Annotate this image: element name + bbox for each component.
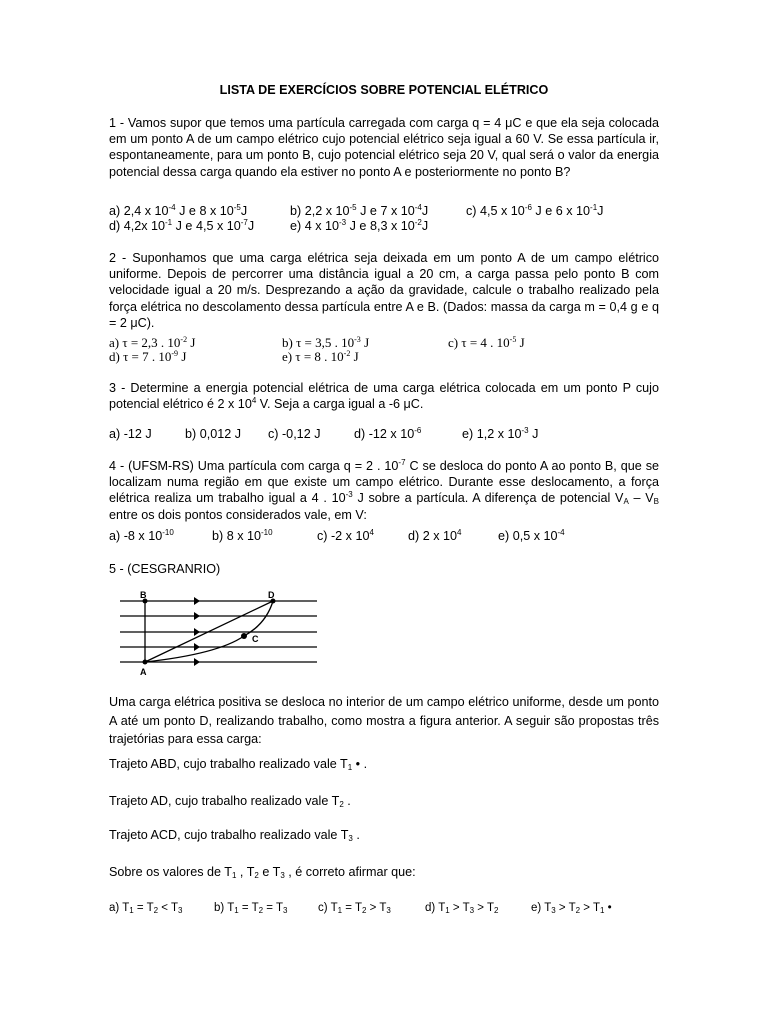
trajectory-ad: Trajeto AD, cujo trabalho realizado vale $T_2$ .	[109, 794, 351, 809]
q1-option-c: c) 4,5 x $10^{-6}$ J e 6 x $10^{-1}J$	[466, 203, 604, 218]
q3-option-a: a) -12 J	[109, 427, 152, 441]
q3-option-c: c) -0,12 J	[268, 427, 321, 441]
q1-option-d: d) 4,2x $10^{-1}$ J e 4,5 x $10^{-7}J$	[109, 218, 255, 233]
trajectory-abd: Trajeto ABD, cujo trabalho realizado vale $T_1$ • .	[109, 757, 368, 772]
q5-option-b: b) $T_1 = T_2 = T_3$	[214, 902, 288, 915]
point-c	[241, 633, 247, 639]
q4-option-a: a) -8 x $10^{-10}$	[109, 528, 174, 543]
trajectory-acd: Trajeto ACD, cujo trabalho realizado vale $T_3$ .	[109, 828, 360, 843]
q2-option-b: b) τ = 3,5 . $10^{-3}$ J	[282, 335, 370, 350]
q2-option-d: d) τ = 7 . $10^{-9}$ J	[109, 349, 187, 364]
label-a: A	[140, 667, 147, 677]
q1-option-b: b) 2,2 x $10^{-5}$ J e 7 x $10^{-4}J$	[290, 203, 429, 218]
q5-option-c: c) $T_1 = T_2 > T_3$	[318, 902, 391, 915]
page-title: LISTA DE EXERCÍCIOS SOBRE POTENCIAL ELÉTRICO	[219, 83, 549, 97]
q3-option-b: b) 0,012 J	[185, 427, 242, 441]
q2-option-c: c) τ = 4 . $10^{-5}$ J	[448, 335, 525, 350]
q5-option-d: d) $T_1 > T_3 > T_2$	[425, 902, 499, 915]
q5-option-a: a) $T_1 = T_2 < T_3$	[109, 902, 183, 915]
q3-option-e: e) 1,2 x $10^{-3}$ J	[462, 426, 539, 441]
field-arrow	[194, 597, 200, 605]
q4-option-c: c) -2 x $10^4$	[317, 528, 374, 543]
question-5-prompt: Sobre os valores de $T_1$ , $T_2$ e $T_3$ , é correto afirmar que:	[109, 865, 416, 880]
point-a	[143, 660, 148, 665]
label-c: C	[252, 634, 259, 644]
label-d: D	[268, 590, 275, 600]
q4-option-e: e) 0,5 x $10^{-4}$	[498, 528, 565, 543]
field-trajectory-figure	[110, 588, 322, 680]
q3-option-d: d) -12 x $10^{-6}$	[354, 426, 422, 441]
field-arrow	[194, 643, 200, 651]
field-arrow	[194, 658, 200, 666]
question-3-text: 3 - Determine a energia potencial elétrica de uma carga elétrica colocada em um ponto P cujo potencial elétrico é 2 x $10^4$ V. Seja a carga igual a -6 μC.	[109, 381, 659, 412]
question-5-text: Uma carga elétrica positiva se desloca no interior de um campo elétrico uniforme, desde um ponto A até um ponto D, realizando trabalho, como mostra a figura anterior. A seguir são propostas três trajetórias para essa carga:	[109, 695, 659, 746]
q1-option-e: e) 4 x $10^{-3}$ J e 8,3 x $10^{-2}J$	[290, 218, 429, 233]
label-b: B	[140, 590, 147, 600]
field-arrow	[194, 628, 200, 636]
question-1-text: 1 - Vamos supor que temos uma partícula carregada com carga q = 4 μC e que ela seja colocada em um ponto A de um campo elétrico cujo potencial elétrico seja igual a 60 V. Se essa partícula ir, espontaneamente, para um ponto B, cujo potencial elétrico seja 20 V, qual será o valor da energia potencial dessa carga quando ela estiver no ponto A e posteriormente no ponto B?	[109, 116, 659, 179]
question-4-text: 4 - (UFSM-RS) Uma partícula com carga q = 2 . $10^{-7}$ C se desloca do ponto A ao ponto B, que se localizam numa região em que existe um campo elétrico. Durante esse deslocamento, a força elétrica realiza um trabalho igual a 4 . $10^{-3}$ J sobre a partícula. A diferença de potencial $V_A - V_B$ entre os dois pontos considerados vale, em V:	[109, 458, 659, 522]
question-2-text: 2 - Suponhamos que uma carga elétrica seja deixada em um ponto A de um campo elétrico uniforme. Depois de percorrer uma distância igual a 20 cm, a carga passa pelo ponto B com velocidade igual a 20 m/s. Desprezando a ação da gravidade, calcule o trabalho realizado pela força elétrica no descolamento dessa partícula entre A e B. (Dados: massa da carga m = 0,4 g e q = 2 μC).	[109, 251, 659, 330]
q2-option-e: e) τ = 8 . $10^{-2}$ J	[282, 349, 359, 364]
q5-option-e: e) $T_3 > T_2 > T_1$ •	[531, 902, 612, 915]
q2-option-a: a) τ = 2,3 . $10^{-2}$ J	[109, 335, 196, 350]
question-5-header: 5 - (CESGRANRIO)	[109, 562, 221, 576]
field-arrow	[194, 612, 200, 620]
q1-option-a: a) 2,4 x $10^{-4}$ J e 8 x $10^{-5}J$	[109, 203, 248, 218]
q4-option-d: d) 2 x $10^4$	[408, 528, 462, 543]
q4-option-b: b) 8 x $10^{-10}$	[212, 528, 273, 543]
